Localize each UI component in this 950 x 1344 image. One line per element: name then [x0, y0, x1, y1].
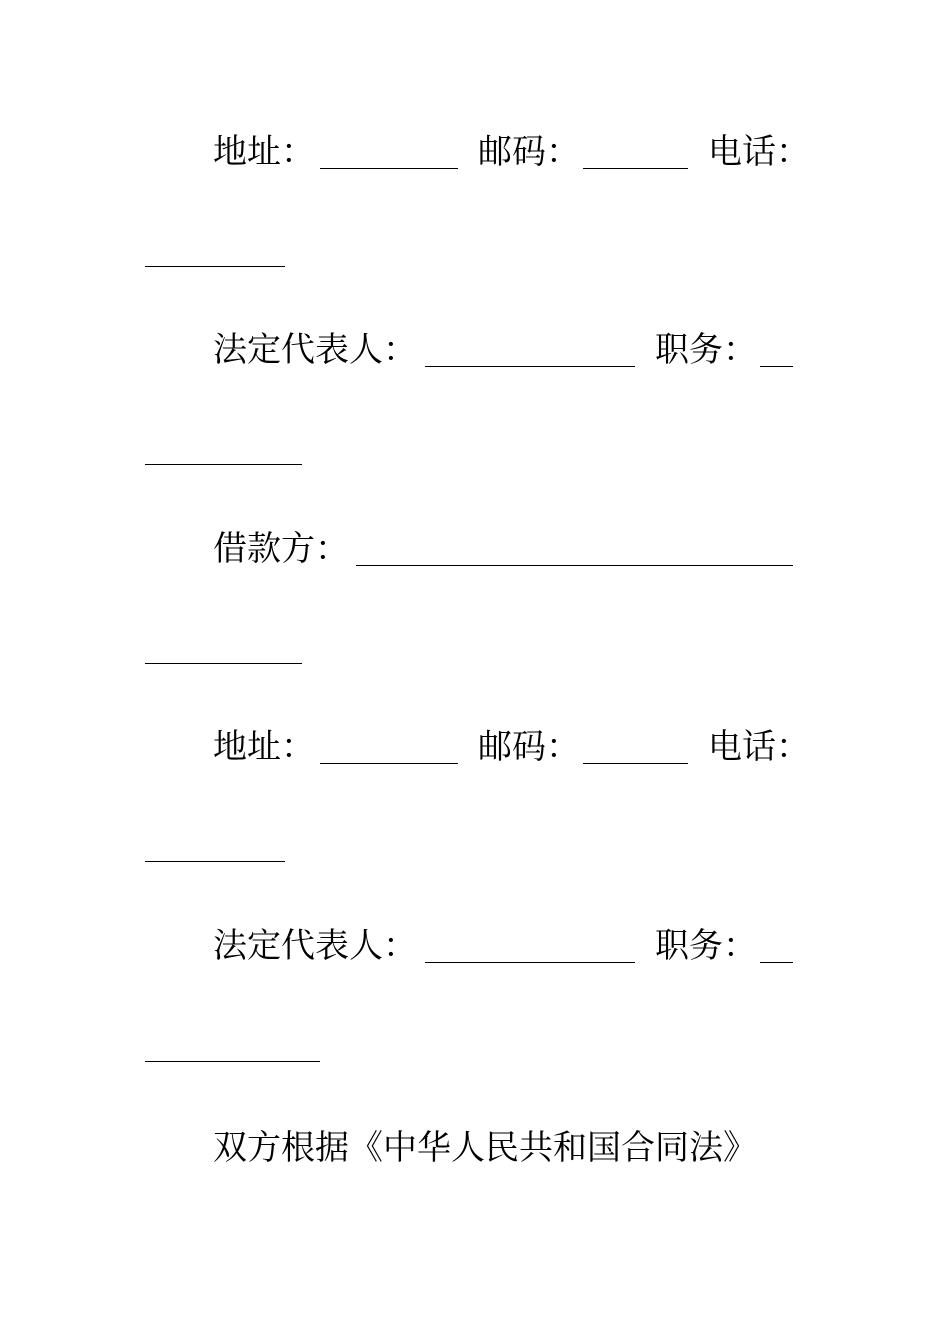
- address-label: 地址：: [213, 727, 315, 767]
- position-blank[interactable]: [760, 366, 793, 367]
- phone-label: 电话：: [708, 727, 810, 767]
- borrower-blank[interactable]: [356, 565, 793, 566]
- lender-address-line: [0, 122, 950, 182]
- representative-blank[interactable]: [425, 962, 635, 963]
- representative-blank[interactable]: [425, 366, 635, 367]
- position-blank-continued[interactable]: [145, 1061, 320, 1062]
- postcode-blank[interactable]: [583, 763, 688, 764]
- phone-blank-continued[interactable]: [145, 266, 285, 267]
- postcode-blank[interactable]: [583, 168, 688, 169]
- postcode-label: 邮码：: [478, 132, 580, 172]
- borrower-line: [0, 519, 950, 579]
- phone-blank-continued[interactable]: [145, 861, 285, 862]
- borrower-representative-line: [0, 916, 950, 976]
- address-label: 地址：: [213, 132, 315, 172]
- lender-representative-line: [0, 320, 950, 380]
- address-blank[interactable]: [320, 763, 458, 764]
- body-paragraph-line: [0, 1118, 950, 1178]
- position-label: 职务：: [655, 330, 757, 370]
- borrower-blank-continued[interactable]: [145, 663, 302, 664]
- postcode-label: 邮码：: [478, 727, 580, 767]
- representative-label: 法定代表人：: [213, 926, 417, 966]
- position-blank[interactable]: [760, 962, 793, 963]
- address-blank[interactable]: [320, 168, 458, 169]
- position-label: 职务：: [655, 926, 757, 966]
- borrower-address-line: [0, 717, 950, 777]
- borrower-label: 借款方：: [213, 529, 349, 569]
- position-blank-continued[interactable]: [145, 464, 302, 465]
- body-text: 双方根据《中华人民共和国合同法》: [213, 1128, 757, 1168]
- phone-label: 电话：: [708, 132, 810, 172]
- representative-label: 法定代表人：: [213, 330, 417, 370]
